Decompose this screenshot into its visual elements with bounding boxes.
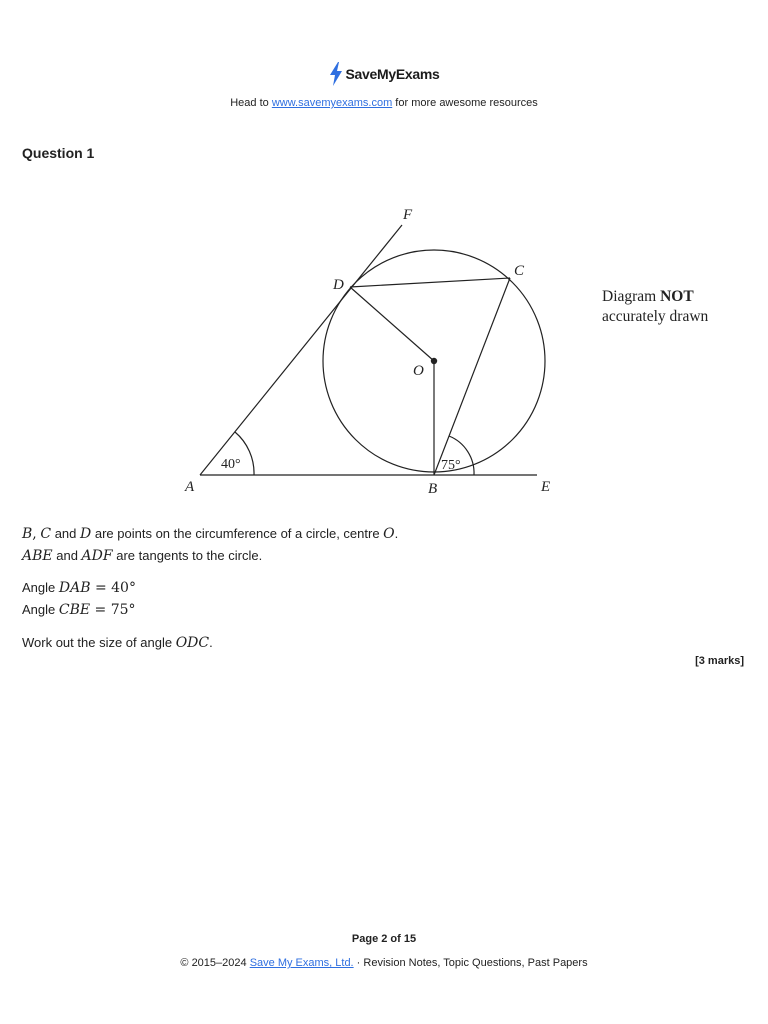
question-intro [22, 523, 398, 567]
copyright-link[interactable]: Save My Exams, Ltd. [249, 957, 354, 969]
copyright-footer: © 2015–2024 Save My Exams, Ltd. · Revision Notes, Topic Questions, Past Papers [180, 957, 588, 969]
chord-dc [350, 278, 510, 287]
brand-logo[interactable] [329, 60, 440, 88]
centre-point-o [431, 358, 437, 364]
label-f: F [403, 207, 413, 223]
chord-cb [434, 278, 510, 475]
question-title: Question 1 [22, 145, 95, 161]
label-a: A [185, 479, 195, 495]
brand-name: SaveMyExams [345, 66, 440, 82]
page-header [0, 60, 768, 109]
radius-od [350, 287, 434, 361]
diagram-note: Diagram NOT accurately drawn [602, 288, 709, 325]
label-d: D [333, 277, 344, 293]
question-line-1: B, C and D are points on the circumference of a circle, centre O. [22, 526, 399, 542]
lightning-bolt-icon [329, 62, 343, 86]
marks-label: [3 marks] [695, 655, 744, 667]
given-angle-cbe: Angle CBE = 75° [22, 602, 136, 618]
label-o: O [413, 363, 424, 379]
label-c: C [514, 263, 525, 279]
tangent-line-adf [200, 225, 402, 475]
given-angle-dab: Angle DAB = 40° [22, 580, 136, 596]
label-b: B [428, 481, 438, 497]
angle-label-b: 75° [441, 458, 461, 473]
page-number: Page 2 of 15 [351, 933, 417, 945]
question-line-2: ABE and ADF are tangents to the circle. [22, 548, 263, 564]
question-task: Work out the size of angle ODC. [22, 635, 213, 651]
circle-tangent-diagram [0, 195, 768, 505]
website-link[interactable]: www.savemyexams.com [271, 97, 393, 109]
label-e: E [541, 479, 551, 495]
angle-label-a: 40° [221, 457, 241, 472]
header-tagline: Head to www.savemyexams.com for more awesome resources [230, 97, 538, 109]
question-given-angles [22, 577, 136, 621]
